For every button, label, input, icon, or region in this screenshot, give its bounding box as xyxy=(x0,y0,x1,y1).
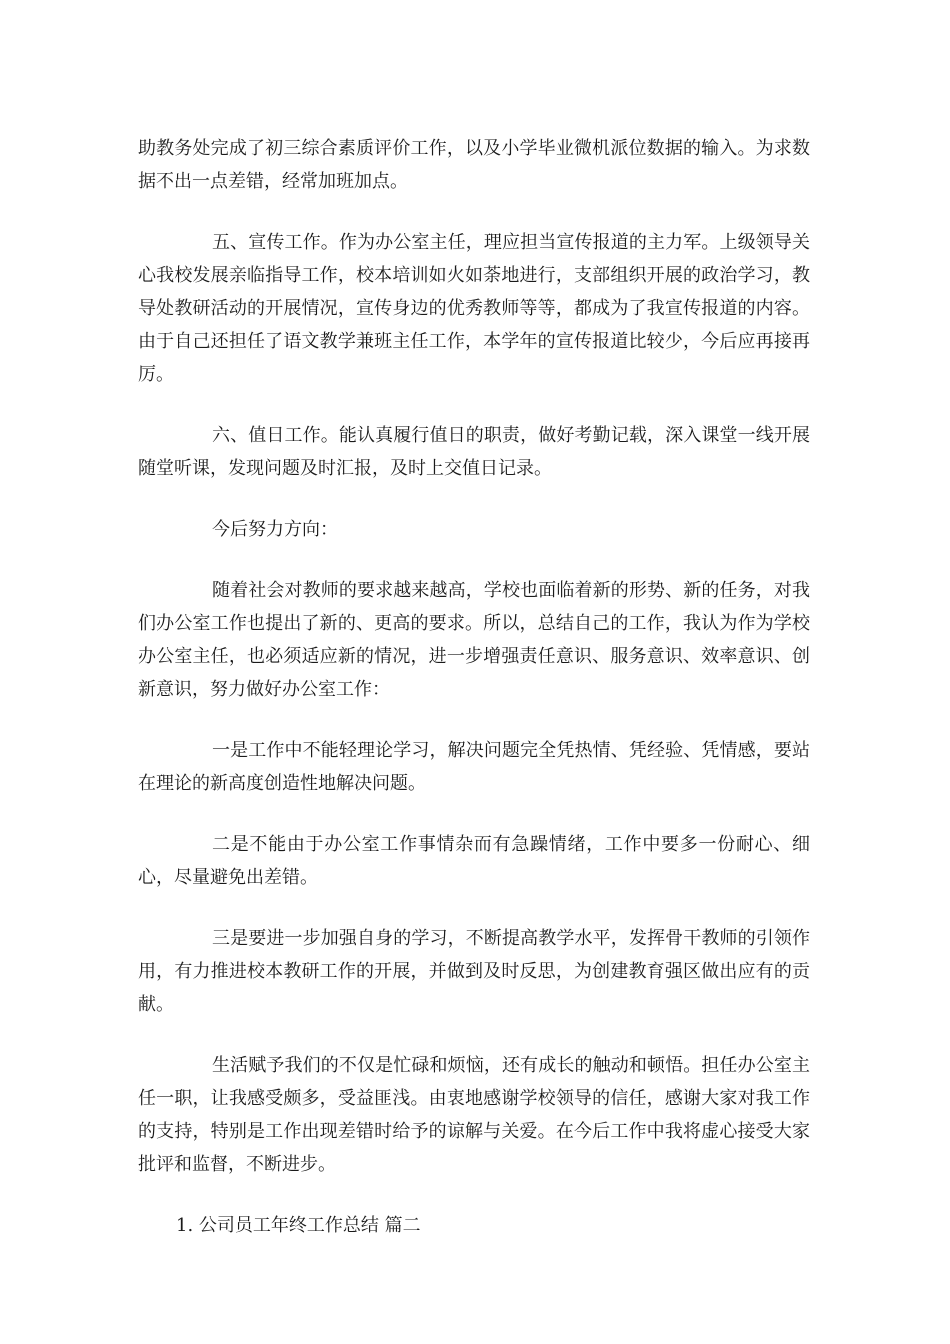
paragraph-continuation: 助教务处完成了初三综合素质评价工作，以及小学毕业微机派位数据的输入。为求数据不出一点差错，经常加班加点。 xyxy=(138,138,810,192)
section-title: 1. 公司员工年终工作总结 篇二 xyxy=(176,1215,421,1236)
paragraph-publicity-work: 五、宣传工作。作为办公室主任，理应担当宣传报道的主力军。上级领导关心我校发展亲临指导工作，校本培训如火如荼地进行，支部组织开展的政治学习，教导处教研活动的开展情况，宣传身边的优秀教师等等，都成为了我宣传报道的内容。由于自己还担任了语文教学兼班主任工作，本学年的宣传报道比较少，今后应再接再厉。 xyxy=(138,232,810,385)
paragraph-point-three: 三是要进一步加强自身的学习，不断提高教学水平，发挥骨干教师的引领作用，有力推进校本教研工作的开展，并做到及时反思，为创建教育强区做出应有的贡献。 xyxy=(138,928,810,1015)
paragraph-point-two: 二是不能由于办公室工作事情杂而有急躁情绪，工作中要多一份耐心、细心，尽量避免出差错。 xyxy=(138,834,810,888)
paragraph-duty-work: 六、值日工作。能认真履行值日的职责，做好考勤记载，深入课堂一线开展随堂听课，发现问题及时汇报，及时上交值日记录。 xyxy=(138,425,810,479)
document-body xyxy=(138,132,810,1270)
paragraph-future-intro: 随着社会对教师的要求越来越高，学校也面临着新的形势、新的任务，对我们办公室工作也提出了新的、更高的要求。所以，总结自己的工作，我认为作为学校办公室主任，也必须适应新的情况，进一步增强责任意识、服务意识、效率意识、创新意识，努力做好办公室工作： xyxy=(138,580,810,700)
paragraph-point-one: 一是工作中不能轻理论学习，解决问题完全凭热情、凭经验、凭情感，要站在理论的新高度创造性地解决问题。 xyxy=(138,740,810,794)
paragraph-closing: 生活赋予我们的不仅是忙碌和烦恼，还有成长的触动和顿悟。担任办公室主任一职，让我感受颇多，受益匪浅。由衷地感谢学校领导的信任，感谢大家对我工作的支持，特别是工作出现差错时给予的谅解与关爱。在今后工作中我将虚心接受大家批评和监督，不断进步。 xyxy=(138,1055,810,1175)
paragraph-future-direction-heading: 今后努力方向： xyxy=(212,519,338,540)
